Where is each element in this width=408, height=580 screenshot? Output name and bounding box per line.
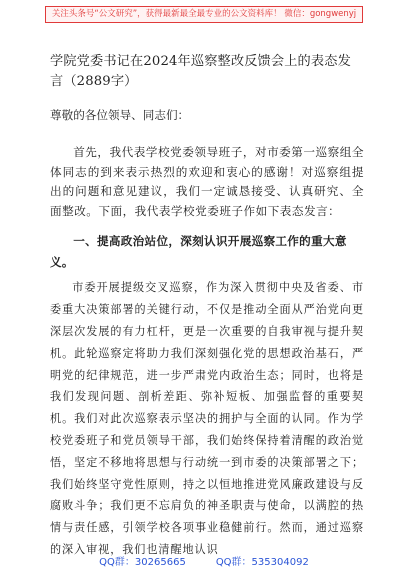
qq-group-2: QQ群：535304092 [215, 557, 309, 568]
qq-group-1: QQ群：30265665 [99, 557, 186, 568]
section-heading: 一、提高政治站位，深刻认识开展巡察工作的重大意义。 [50, 234, 347, 270]
opening-paragraph: 首先，我代表学校党委领导班子，对市委第一巡察组全体同志的到来表示热烈的欢迎和衷心的感谢！对巡察组提出的问题和意见建议，我们一定诚恳接受、认真研究、全面整改。下面，我代表学校党委班子作如下表态发言： [50, 145, 364, 218]
banner-container [0, 6, 408, 23]
salutation: 尊敬的各位领导、同志们： [50, 108, 190, 122]
document-title: 学院党委书记在2024年巡察整改反馈会上的表态发言（2889字） [50, 54, 351, 89]
footer [0, 556, 408, 570]
document-body [50, 52, 364, 561]
section-body: 市委开展提级交叉巡察，作为深入贯彻中央及省委、市委重大决策部署的关键行动，不仅是推动全面从严治党向更深层次发展的有力杠杆，更是一次重要的自我审视与提升契机。此轮巡察定将助力我们深刻强化党的思想政治基石，严明党的纪律规范，进一步严肃党内政治生态；同时，也将是我们发现问题、剖析差距、弥补短板、加强监督的重要契机。我们对此次巡察表示坚决的拥护与全面的认同。作为学校党委班子和党员领导干部，我们始终保持着清醒的政治觉悟，坚定不移地将思想与行动统一到市委的决策部署之下；我们始终坚守党性原则，持之以恒地推进党风廉政建设与反腐败斗争；我们更不忘肩负的神圣职责与使命，以满腔的热情与责任感，引领学校各项事业稳健前行。然而，通过巡察的深入审视，我们也清醒地认识 [50, 281, 364, 556]
promo-banner: 关注头条号“公文研究”，获得最新最全最专业的公文资料库！ 微信：gongwenyj [45, 6, 363, 23]
